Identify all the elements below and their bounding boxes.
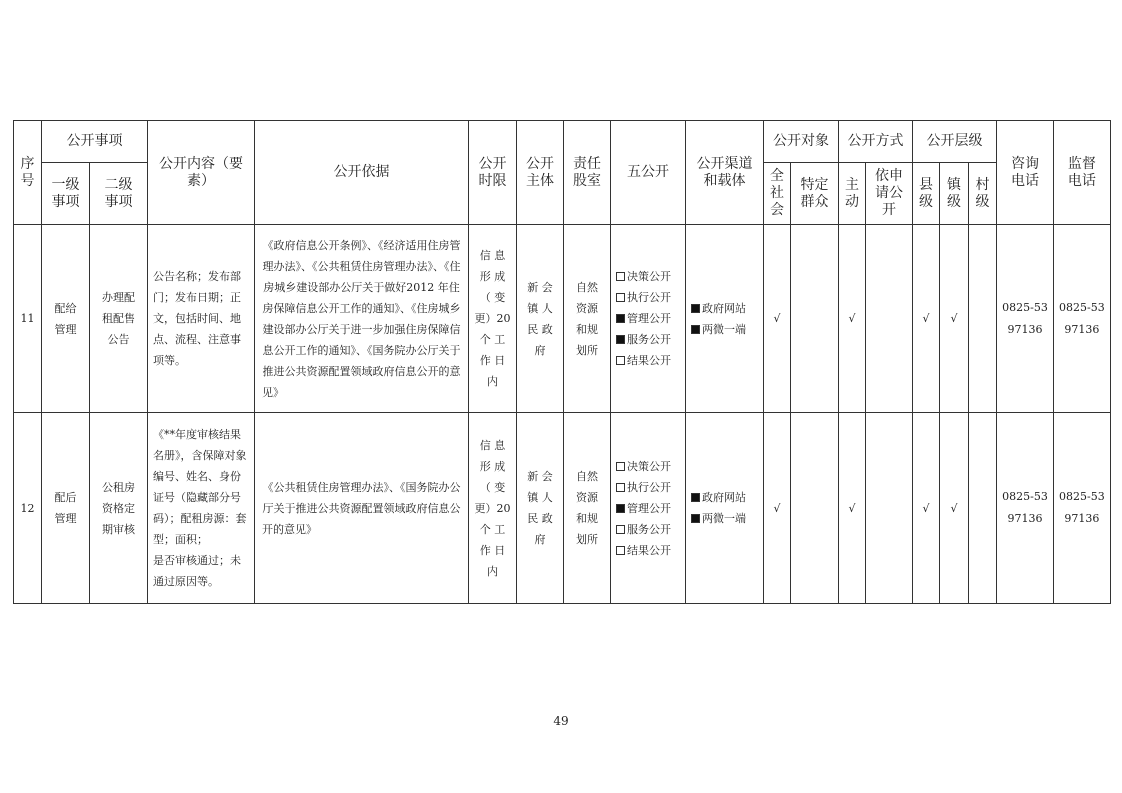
row-five-public: [611, 413, 686, 604]
check-all-society: √: [764, 413, 791, 604]
header-level: 公开层级: [913, 121, 997, 163]
row-basis: 《政府信息公开条例》、《经济适用住房管理办法》、《公共租赁住房管理办法》、《住房城乡建设部办公厅关于做好2012 年住房保障信息公开工作的通知》、《住房城乡建设部办公厅关于进一步加强住房保障信息公开工作的通知》、《国务院办公厅关于推进公共资源配置领域政府信息公开的意见》: [255, 225, 469, 413]
checkbox-icon: [616, 504, 625, 513]
row-level2: 办理配 租配售 公告: [90, 225, 148, 413]
row-office: 自然 资源 和规 划所: [564, 413, 611, 604]
table-row: [14, 225, 1111, 413]
header-on-request: 依申 请公 开: [866, 163, 913, 225]
header-time-limit: 公开 时限: [469, 121, 517, 225]
five-item: 管理公开: [616, 308, 680, 329]
header-all-society: 全 社 会: [764, 163, 791, 225]
check-on-request: [866, 225, 913, 413]
header-consult-phone: 咨询 电话: [997, 121, 1054, 225]
checkbox-icon: [691, 304, 700, 313]
header-office: 责任 股室: [564, 121, 611, 225]
checkbox-icon: [616, 525, 625, 534]
check-active: √: [839, 225, 866, 413]
check-on-request: [866, 413, 913, 604]
header-supervise-phone: 监督 电话: [1054, 121, 1111, 225]
header-basis: 公开依据: [255, 121, 469, 225]
channel-item: 两微一端: [691, 319, 758, 340]
checkbox-icon: [691, 514, 700, 523]
header-channel: 公开渠道 和载体: [686, 121, 764, 225]
checkbox-icon: [616, 335, 625, 344]
disclosure-table: [13, 120, 1111, 604]
five-item: 服务公开: [616, 329, 680, 350]
checkbox-icon: [616, 356, 625, 365]
five-item: 决策公开: [616, 266, 680, 287]
header-county: 县 级: [913, 163, 940, 225]
header-five-public: 五公开: [611, 121, 686, 225]
check-village: [969, 413, 997, 604]
page-number: 49: [553, 714, 569, 728]
checkbox-icon: [616, 483, 625, 492]
check-all-society: √: [764, 225, 791, 413]
five-item: 结果公开: [616, 350, 680, 371]
check-county: √: [913, 413, 940, 604]
check-town: √: [940, 413, 969, 604]
row-subject: 新 会 镇 人 民 政 府: [517, 413, 564, 604]
header-level1: 一级 事项: [42, 163, 90, 225]
five-item: 结果公开: [616, 540, 680, 561]
checkbox-icon: [616, 546, 625, 555]
five-item: 决策公开: [616, 456, 680, 477]
row-content: 公告名称；发布部门；发布日期；正文，包括时间、地点、流程、注意事项等。: [148, 225, 255, 413]
checkbox-icon: [691, 493, 700, 502]
five-item: 服务公开: [616, 519, 680, 540]
channel-item: 政府网站: [691, 298, 758, 319]
consult-phone: 0825-53 97136: [997, 413, 1054, 604]
row-subject: 新 会 镇 人 民 政 府: [517, 225, 564, 413]
row-channel: [686, 225, 764, 413]
supervise-phone: 0825-53 97136: [1054, 225, 1111, 413]
check-village: [969, 225, 997, 413]
supervise-phone: 0825-53 97136: [1054, 413, 1111, 604]
channel-item: 政府网站: [691, 487, 758, 508]
check-specific-group: [791, 413, 839, 604]
five-item: 管理公开: [616, 498, 680, 519]
header-content: 公开内容（要 素）: [148, 121, 255, 225]
check-active: √: [839, 413, 866, 604]
channel-item: 两微一端: [691, 508, 758, 529]
header-specific-group: 特定 群众: [791, 163, 839, 225]
check-county: √: [913, 225, 940, 413]
check-specific-group: [791, 225, 839, 413]
checkbox-icon: [691, 325, 700, 334]
row-channel: [686, 413, 764, 604]
row-level1: 配后 管理: [42, 413, 90, 604]
row-time-limit: 信 息 形 成 （ 变 更）20 个 工 作 日 内: [469, 225, 517, 413]
checkbox-icon: [616, 314, 625, 323]
row-level2: 公租房 资格定 期审核: [90, 413, 148, 604]
header-village: 村 级: [969, 163, 997, 225]
consult-phone: 0825-53 97136: [997, 225, 1054, 413]
row-basis: 《公共租赁住房管理办法》、《国务院办公厅关于推进公共资源配置领域政府信息公开的意见》: [255, 413, 469, 604]
row-level1: 配给 管理: [42, 225, 90, 413]
header-town: 镇 级: [940, 163, 969, 225]
checkbox-icon: [616, 272, 625, 281]
five-item: 执行公开: [616, 287, 680, 308]
row-time-limit: 信 息 形 成 （ 变 更）20 个 工 作 日 内: [469, 413, 517, 604]
table-row: [14, 413, 1111, 604]
five-item: 执行公开: [616, 477, 680, 498]
row-five-public: [611, 225, 686, 413]
header-subject: 公开 主体: [517, 121, 564, 225]
header-method: 公开方式: [839, 121, 913, 163]
check-town: √: [940, 225, 969, 413]
checkbox-icon: [616, 462, 625, 471]
row-office: 自然 资源 和规 划所: [564, 225, 611, 413]
row-seq: 11: [14, 225, 42, 413]
row-seq: 12: [14, 413, 42, 604]
header-seq: 序 号: [14, 121, 42, 225]
header-audience: 公开对象: [764, 121, 839, 163]
header-level2: 二级 事项: [90, 163, 148, 225]
header-public-items: 公开事项: [42, 121, 148, 163]
row-content: 《**年度审核结果名册》，含保障对象编号、姓名、身份证号（隐藏部分号码）；配租房源：套型；面积； 是否审核通过；未通过原因等。: [148, 413, 255, 604]
checkbox-icon: [616, 293, 625, 302]
header-active: 主 动: [839, 163, 866, 225]
